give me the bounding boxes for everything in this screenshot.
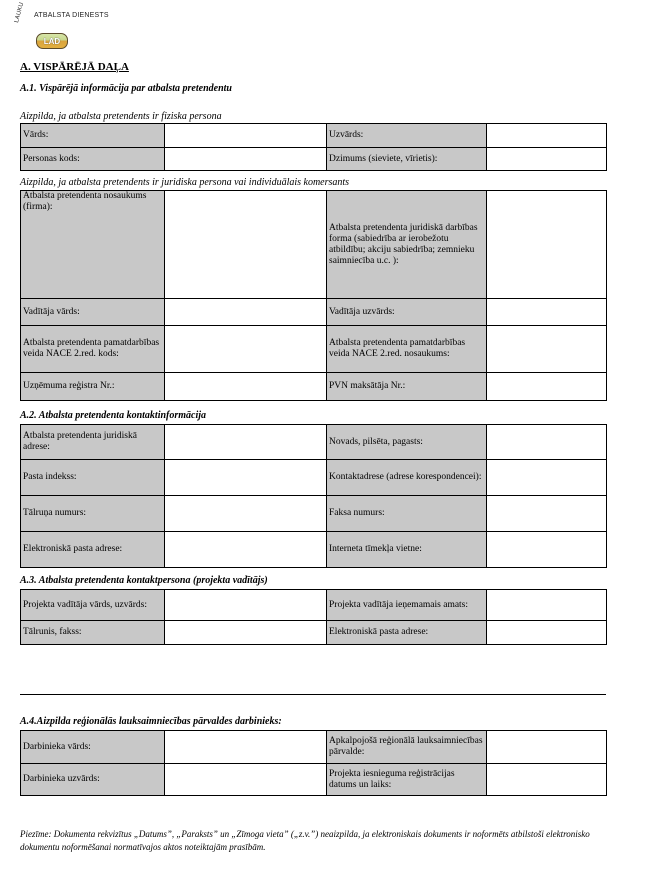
email-label: Elektroniskā pasta adrese: [21, 532, 165, 568]
legal-person-table [20, 190, 607, 401]
logo-top-text: ATBALSTA DIENESTS [34, 12, 109, 19]
logo-side-text: LAUKU [14, 1, 26, 24]
regional-board-field[interactable] [487, 731, 607, 764]
pm-phone-label: Tālrunis, fakss: [21, 621, 165, 645]
legal-address-label: Atbalsta pretendenta juridiskā adrese: [21, 425, 165, 460]
municipality-field[interactable] [487, 425, 607, 460]
officer-name-field[interactable] [165, 731, 327, 764]
manager-name-field[interactable] [165, 299, 327, 326]
regional-board-label: Apkalpojošā reģionālā lauksaimniecības pārvalde: [327, 731, 487, 764]
first-name-label: Vārds: [21, 124, 165, 148]
fax-field[interactable] [487, 496, 607, 532]
gender-field[interactable] [487, 148, 607, 171]
officer-surname-field[interactable] [165, 764, 327, 796]
legal-address-field[interactable] [165, 425, 327, 460]
postal-code-field[interactable] [165, 460, 327, 496]
physical-person-table [20, 123, 607, 171]
register-number-label: Uzņēmuma reģistra Nr.: [21, 373, 165, 401]
nace-code-field[interactable] [165, 326, 327, 373]
first-name-field[interactable] [165, 124, 327, 148]
manager-name-label: Vadītāja vārds: [21, 299, 165, 326]
legal-form-field[interactable] [487, 191, 607, 299]
part-title: A. VISPĀRĒJĀ DAĻA [20, 61, 129, 73]
section-a3-title: A.3. Atbalsta pretendenta kontaktpersona (projekta vadītājs) [20, 575, 268, 586]
officer-name-label: Darbinieka vārds: [21, 731, 165, 764]
nace-name-field[interactable] [487, 326, 607, 373]
section-a1-title: A.1. Vispārējā informācija par atbalsta pretendentu [20, 83, 232, 94]
website-field[interactable] [487, 532, 607, 568]
contact-info-table [20, 424, 607, 568]
manager-surname-label: Vadītāja uzvārds: [327, 299, 487, 326]
vat-number-label: PVN maksātāja Nr.: [327, 373, 487, 401]
contact-address-label: Kontaktadrese (adrese korespondencei): [327, 460, 487, 496]
gender-label: Dzimums (sieviete, vīrietis): [327, 148, 487, 171]
company-name-label: Atbalsta pretendenta nosaukums (firma): [21, 191, 165, 299]
postal-code-label: Pasta indekss: [21, 460, 165, 496]
section-a2-title: A.2. Atbalsta pretendenta kontaktinformācija [20, 410, 207, 421]
vat-number-field[interactable] [487, 373, 607, 401]
personal-code-label: Personas kods: [21, 148, 165, 171]
website-label: Interneta tīmekļa vietne: [327, 532, 487, 568]
legal-person-caption: Aizpilda, ja atbalsta pretendents ir juridiska persona vai individuālais komersants [20, 177, 350, 188]
manager-surname-field[interactable] [487, 299, 607, 326]
fax-label: Faksa numurs: [327, 496, 487, 532]
municipality-label: Novads, pilsēta, pagasts: [327, 425, 487, 460]
section-divider [20, 694, 606, 695]
pm-email-label: Elektroniskā pasta adrese: [327, 621, 487, 645]
registration-datetime-label: Projekta iesnieguma reģistrācijas datums un laiks: [327, 764, 487, 796]
regional-officer-table [20, 730, 607, 796]
phone-label: Tālruņa numurs: [21, 496, 165, 532]
nace-code-label: Atbalsta pretendenta pamatdarbības veida NACE 2.red. kods: [21, 326, 165, 373]
registration-datetime-field[interactable] [487, 764, 607, 796]
footnote: Piezīme: Dokumenta rekvizītus „Datums”, „Paraksts” un „Zīmoga vieta” („z.v.”) neaizpilda, ja elektroniskais dokuments ir noformēts atbilstoši elektronisko dokumentu noformēšanai normatīvajos aktos noteiktajām prasībām. [20, 829, 590, 852]
section-a4-title: A.4.Aizpilda reģionālās lauksaimniecības pārvaldes darbinieks: [20, 716, 282, 727]
company-name-field[interactable] [165, 191, 327, 299]
last-name-field[interactable] [487, 124, 607, 148]
pm-position-field[interactable] [487, 590, 607, 621]
phone-field[interactable] [165, 496, 327, 532]
email-field[interactable] [165, 532, 327, 568]
physical-person-caption: Aizpilda, ja atbalsta pretendents ir fiziska persona [20, 111, 222, 122]
personal-code-field[interactable] [165, 148, 327, 171]
register-number-field[interactable] [165, 373, 327, 401]
lad-logo-icon [36, 33, 68, 49]
last-name-label: Uzvārds: [327, 124, 487, 148]
logo-badge-text: LAD [43, 36, 61, 46]
pm-position-label: Projekta vadītāja ieņemamais amats: [327, 590, 487, 621]
nace-name-label: Atbalsta pretendenta pamatdarbības veida NACE 2.red. nosaukums: [327, 326, 487, 373]
contact-person-table [20, 589, 607, 645]
contact-address-field[interactable] [487, 460, 607, 496]
pm-email-field[interactable] [487, 621, 607, 645]
pm-name-field[interactable] [165, 590, 327, 621]
officer-surname-label: Darbinieka uzvārds: [21, 764, 165, 796]
legal-form-label: Atbalsta pretendenta juridiskā darbības forma (sabiedrība ar ierobežotu atbildību; akciju sabiedrība; zemnieku saimniecība u.c. ): [327, 191, 487, 299]
pm-phone-field[interactable] [165, 621, 327, 645]
pm-name-label: Projekta vadītāja vārds, uzvārds: [21, 590, 165, 621]
